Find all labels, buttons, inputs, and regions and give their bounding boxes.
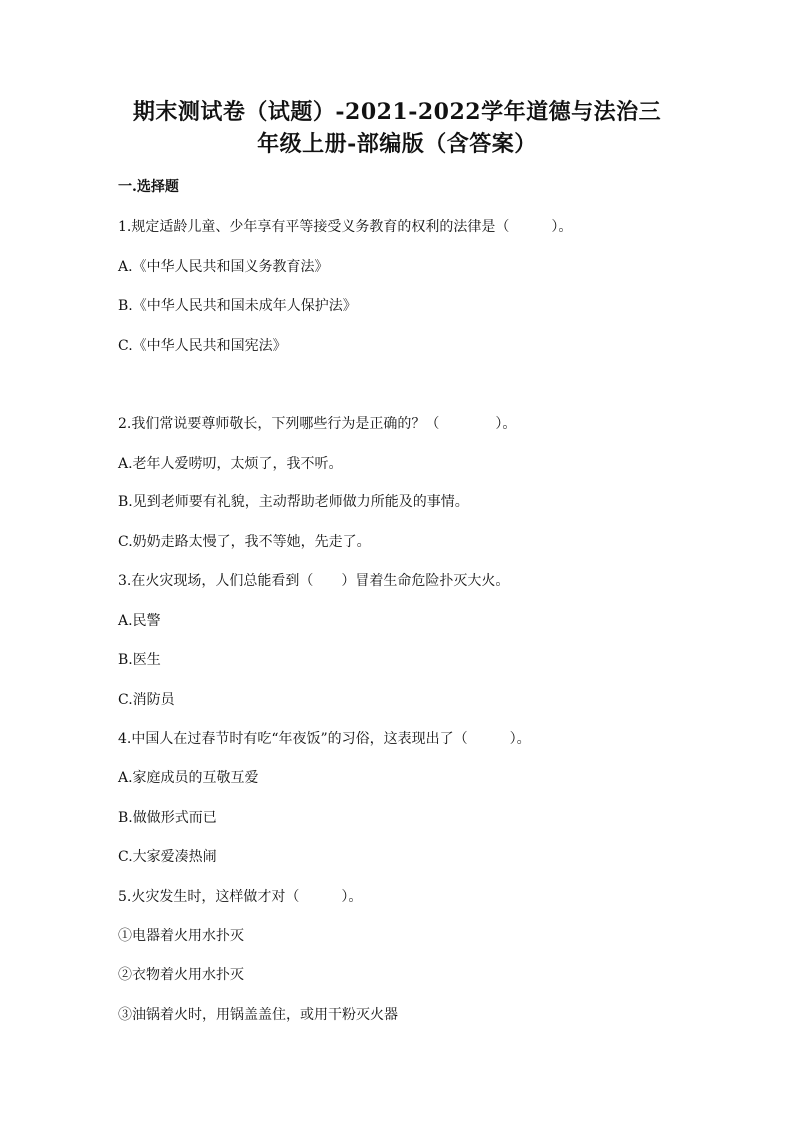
question-4-option-c: C.大家爱凑热闹 bbox=[118, 849, 217, 865]
question-1-option-a: A.《中华人民共和国义务教育法》 bbox=[118, 259, 329, 275]
question-4-option-b: B.做做形式而已 bbox=[118, 810, 217, 826]
document-title-line-1: 期末测试卷（试题）-2021-2022学年道德与法治三 bbox=[132, 99, 662, 125]
question-1-option-b: B.《中华人民共和国未成年人保护法》 bbox=[118, 298, 357, 314]
question-1-stem: 1.规定适龄儿童、少年享有平等接受义务教育的权利的法律是（ ）。 bbox=[118, 219, 573, 235]
section-heading: 一.选择题 bbox=[118, 179, 179, 195]
question-4-stem: 4.中国人在过春节时有吃“年夜饭”的习俗，这表现出了（ ）。 bbox=[118, 731, 531, 747]
question-2-option-c: C.奶奶走路太慢了，我不等她，先走了。 bbox=[118, 534, 371, 550]
question-2-stem: 2.我们常说要尊师敬长，下列哪些行为是正确的？（ ）。 bbox=[118, 416, 517, 432]
question-3-option-b: B.医生 bbox=[118, 652, 161, 668]
document-title-line-2: 年级上册-部编版（含答案） bbox=[257, 131, 537, 157]
question-2-option-b: B.见到老师要有礼貌，主动帮助老师做力所能及的事情。 bbox=[118, 494, 469, 510]
question-1-option-c: C.《中华人民共和国宪法》 bbox=[118, 338, 287, 354]
question-3-option-c: C.消防员 bbox=[118, 692, 175, 708]
question-5-option-1: ①电器着火用水扑灭 bbox=[118, 928, 244, 944]
question-5-stem: 5.火灾发生时，这样做才对（ ）。 bbox=[118, 889, 363, 905]
question-5-option-2: ②衣物着火用水扑灭 bbox=[118, 967, 244, 983]
question-2-option-a: A.老年人爱唠叨，太烦了，我不听。 bbox=[118, 456, 343, 472]
question-3-stem: 3.在火灾现场，人们总能看到（ ）冒着生命危险扑灭大火。 bbox=[118, 573, 510, 589]
question-4-option-a: A.家庭成员的互敬互爱 bbox=[118, 770, 259, 786]
question-5-option-3: ③油锅着火时，用锅盖盖住，或用干粉灭火器 bbox=[118, 1007, 398, 1023]
question-3-option-a: A.民警 bbox=[118, 613, 161, 629]
